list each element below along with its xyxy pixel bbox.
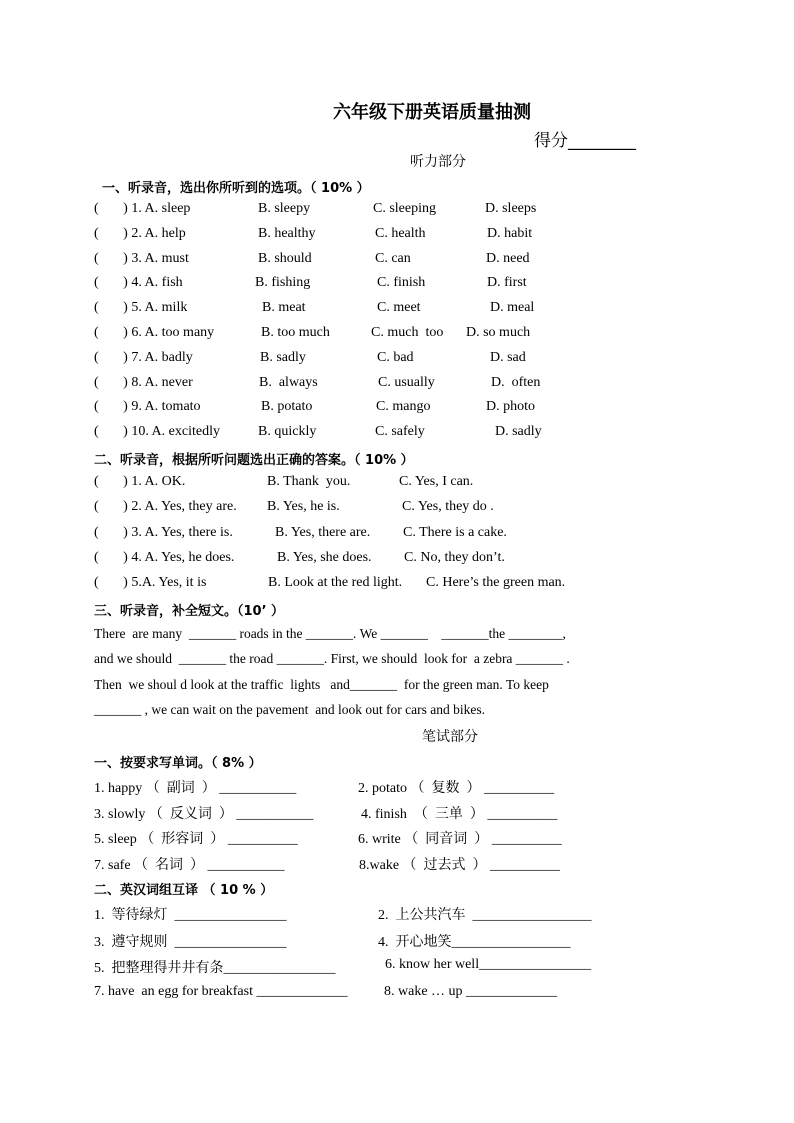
question-stem-option-a[interactable]: ( ) 9. A. tomato — [94, 399, 201, 415]
option-c: C. health — [375, 225, 426, 241]
option-d: D. need — [486, 250, 530, 266]
word-task[interactable]: 1. happy （ 副词 ） ___________ — [94, 781, 297, 796]
option-c: C. bad — [377, 349, 414, 365]
option-b: B. Yes, there are. — [275, 524, 371, 540]
option-c: C. Yes, I can. — [399, 474, 474, 489]
score-field[interactable]: 得分________ — [534, 131, 636, 151]
word-task[interactable]: 3. slowly （ 反义词 ） ___________ — [94, 806, 314, 822]
option-b: B. too much — [261, 325, 330, 340]
option-c: C. There is a cake. — [403, 524, 507, 540]
option-c: C. meet — [377, 300, 421, 316]
option-c: C. much too — [371, 325, 444, 340]
question-stem-option-a[interactable]: ( ) 2. A. help — [94, 225, 186, 241]
section-1-heading: 一、听录音，选出你所听到的选项。（ 10% ） — [102, 181, 370, 196]
option-b: B. sadly — [260, 349, 306, 365]
question-stem-option-a[interactable]: ( ) 6. A. too many — [94, 325, 215, 340]
option-b: B. quickly — [258, 424, 317, 440]
question-stem-option-a[interactable]: ( ) 3. A. must — [94, 250, 189, 266]
option-d: D. sleeps — [485, 201, 537, 216]
option-c: C. Here’s the green man. — [426, 575, 566, 591]
option-c: C. No, they don’t. — [404, 549, 505, 565]
question-stem-option-a[interactable]: ( ) 3. A. Yes, there is. — [94, 524, 233, 540]
option-b: B. Look at the red light. — [268, 575, 403, 591]
phrase-task[interactable]: 5. 把整理得井井有条________________ — [94, 961, 336, 976]
option-c: C. finish — [377, 275, 426, 291]
question-stem-option-a[interactable]: ( ) 5. A. milk — [94, 300, 188, 316]
page-title: 六年级下册英语质量抽测 — [333, 102, 531, 123]
section-2-heading: 二、听录音，根据所听问题选出正确的答案。（ 10% ） — [94, 453, 414, 468]
option-d: D. often — [491, 374, 541, 390]
option-c: C. mango — [376, 399, 431, 415]
question-stem-option-a[interactable]: ( ) 8. A. never — [94, 374, 193, 390]
option-d: D. photo — [486, 399, 535, 415]
option-b: B. sleepy — [258, 201, 311, 216]
phrase-task[interactable]: 7. have an egg for breakfast _____________ — [94, 983, 348, 999]
question-stem-option-a[interactable]: ( ) 7. A. badly — [94, 349, 193, 365]
option-b: B. Yes, she does. — [277, 549, 372, 565]
option-d: D. first — [487, 275, 527, 291]
question-stem-option-a[interactable]: ( ) 10. A. excitedly — [94, 424, 220, 440]
phrase-task[interactable]: 6. know her well________________ — [385, 957, 592, 972]
question-stem-option-a[interactable]: ( ) 1. A. sleep — [94, 201, 191, 216]
option-b: B. always — [259, 374, 318, 390]
phrase-task[interactable]: 1. 等待绿灯 ________________ — [94, 908, 287, 923]
phrase-task[interactable]: 8. wake … up _____________ — [384, 983, 558, 999]
option-c: C. sleeping — [373, 201, 436, 216]
option-d: D. sadly — [495, 424, 542, 440]
phrase-task[interactable]: 4. 开心地笑_________________ — [378, 934, 571, 950]
listening-heading: 听力部分 — [410, 154, 466, 170]
phrase-task[interactable]: 3. 遵守规则 ________________ — [94, 934, 287, 950]
phrase-task[interactable]: 2. 上公共汽车 _________________ — [378, 908, 592, 923]
option-b: B. Thank you. — [267, 474, 351, 489]
question-stem-option-a[interactable]: ( ) 5.A. Yes, it is — [94, 575, 207, 591]
passage-line: There are many _______ roads in the _______. We _______ _______the ________, — [94, 626, 566, 641]
word-task[interactable]: 7. safe （ 名词 ） ___________ — [94, 857, 285, 873]
option-b: B. healthy — [258, 225, 316, 241]
word-task[interactable]: 8.wake （ 过去式 ） __________ — [359, 857, 561, 873]
option-c: C. safely — [375, 424, 425, 440]
option-b: B. potato — [261, 399, 313, 415]
writing-heading: 笔试部分 — [422, 729, 478, 745]
option-b: B. meat — [262, 300, 306, 316]
question-stem-option-a[interactable]: ( ) 1. A. OK. — [94, 474, 186, 489]
section-5-heading: 二、英汉词组互译 （ 10 % ） — [94, 883, 274, 898]
section-3-heading: 三、听录音，补全短文。（10’ ） — [94, 604, 285, 619]
option-d: D. habit — [487, 225, 533, 241]
section-4-heading: 一、按要求写单词。（ 8% ） — [94, 756, 262, 771]
option-c: C. can — [375, 250, 411, 266]
passage-line: and we should _______ the road _______. First, we should look for a zebra _______ . — [94, 651, 570, 666]
question-stem-option-a[interactable]: ( ) 4. A. Yes, he does. — [94, 549, 235, 565]
option-c: C. Yes, they do . — [402, 499, 494, 515]
option-d: D. so much — [466, 325, 531, 340]
question-stem-option-a[interactable]: ( ) 4. A. fish — [94, 275, 183, 291]
option-d: D. meal — [490, 300, 535, 316]
word-task[interactable]: 5. sleep （ 形容词 ） __________ — [94, 832, 298, 847]
question-stem-option-a[interactable]: ( ) 2. A. Yes, they are. — [94, 499, 237, 515]
passage-line: Then we shoul d look at the traffic lights and_______ for the green man. To keep — [94, 677, 549, 692]
option-b: B. Yes, he is. — [267, 499, 340, 515]
passage-line: _______ , we can wait on the pavement and look out for cars and bikes. — [94, 702, 486, 717]
word-task[interactable]: 2. potato （ 复数 ） __________ — [358, 781, 554, 796]
option-d: D. sad — [490, 349, 526, 365]
word-task[interactable]: 6. write （ 同音词 ） __________ — [358, 832, 562, 847]
word-task[interactable]: 4. finish （ 三单 ） __________ — [361, 806, 558, 822]
option-b: B. should — [258, 250, 312, 266]
option-c: C. usually — [378, 374, 435, 390]
option-b: B. fishing — [255, 275, 311, 291]
